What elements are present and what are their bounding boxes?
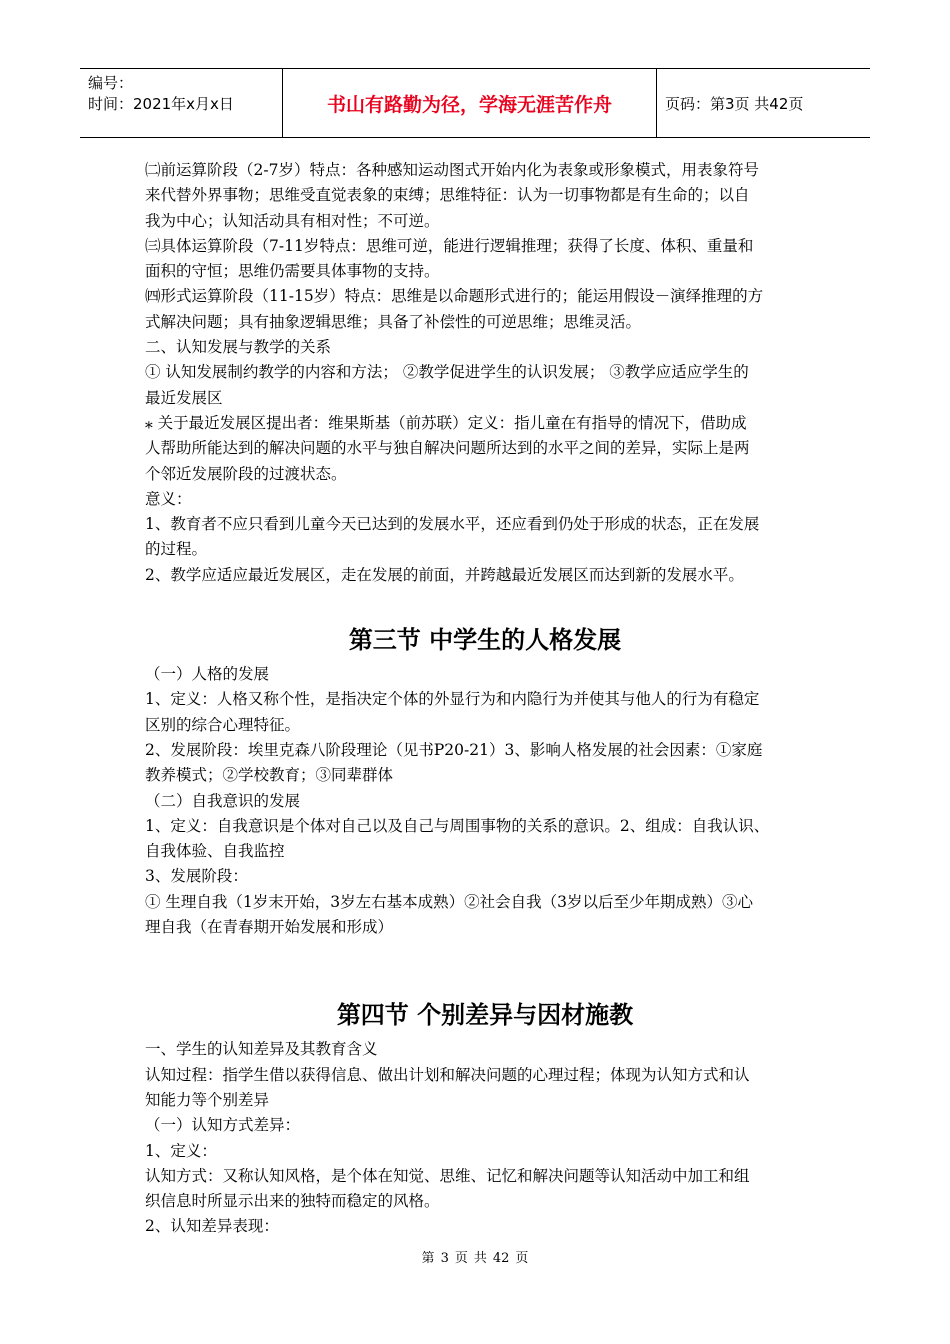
text-line: ① 认知发展制约教学的内容和方法； ②教学促进学生的认识发展； ③教学应适应学生的 (145, 363, 749, 382)
text-line: 的过程。 (145, 540, 208, 559)
section3-title: 第三节 中学生的人格发展 (348, 625, 622, 655)
text-line: 二、认知发展与教学的关系 (145, 338, 332, 357)
text-line: 一、学生的认知差异及其教育含义 (145, 1040, 378, 1059)
text-line: 理自我（在青春期开始发展和形成） (145, 918, 394, 937)
text-line: 1、定义： (145, 1141, 217, 1160)
text-line: 人帮助所能达到的解决问题的水平与独自解决问题所达到的水平之间的差异，实际上是两 (145, 439, 750, 458)
text-line: 意义： (145, 489, 192, 508)
footer-page-number: 3 (440, 1251, 449, 1266)
text-line: 个邻近发展阶段的过渡状态。 (145, 464, 347, 483)
footer-part: 第 (421, 1251, 435, 1266)
text-line: 3、发展阶段： (145, 867, 248, 886)
header-info-cell (80, 69, 282, 137)
text-line: 织信息时所显示出来的独特而稳定的风格。 (145, 1192, 440, 1211)
text-line: 知能力等个别差异 (145, 1090, 270, 1109)
text-line: ㈢具体运算阶段（7-11岁特点：思维可逆，能进行逻辑推理；获得了长度、体积、重量和 (145, 236, 754, 255)
text-line: 1、定义：人格又称个性，是指决定个体的外显行为和内隐行为并使其与他人的行为有稳定 (145, 690, 760, 709)
document-number-label: 编号： (88, 74, 134, 92)
text-line: 1、定义：自我意识是个体对自己以及自己与周围事物的关系的意识。2、组成：自我认识、 (145, 816, 770, 835)
text-line: 教养模式；②学校教育；③同辈群体 (145, 766, 394, 785)
document-time-label: 时间：2021年x月x日 (88, 95, 234, 113)
text-line: 式解决问题；具有抽象逻辑思维；具备了补偿性的可逆思维；思维灵活。 (145, 312, 642, 331)
text-line: 自我体验、自我监控 (145, 842, 285, 861)
document-body (145, 158, 825, 1240)
text-line: 2、发展阶段：埃里克森八阶段理论（见书P20-21）3、影响人格发展的社会因素：①家庭 (145, 740, 763, 759)
text-line: 1、教育者不应只看到儿童今天已达到的发展水平，还应看到仍处于形成的状态，正在发展 (145, 515, 760, 534)
header-page-label: 页码：第3页 共42页 (665, 94, 804, 113)
text-line: 2、认知差异表现： (145, 1217, 279, 1236)
header-table (80, 68, 870, 138)
header-motto: 书山有路勤为径，学海无涯苦作舟 (282, 69, 657, 137)
section4-title: 第四节 个别差异与因材施教 (336, 1000, 634, 1030)
text-line: 来代替外界事物；思维受直觉表象的束缚；思维特征：认为一切事物都是有生命的；以自 (145, 186, 750, 205)
text-line: 认知过程：指学生借以获得信息、做出计划和解决问题的心理过程；体现为认知方式和认 (145, 1065, 750, 1084)
text-line: （一）认知方式差异： (145, 1116, 301, 1135)
page-footer (0, 1247, 950, 1266)
text-line: 认知方式：又称认知风格，是个体在知觉、思维、记忆和解决问题等认知活动中加工和组 (145, 1166, 750, 1185)
text-line: 我为中心；认知活动具有相对性；不可逆。 (145, 211, 440, 230)
section2-tail (145, 158, 825, 588)
text-line: ㈣形式运算阶段（11-15岁）特点：思维是以命题形式进行的；能运用假设－演绎推理的方 (145, 287, 764, 306)
footer-part: 页 (454, 1251, 468, 1266)
text-line: 面积的守恒；思维仍需要具体事物的支持。 (145, 262, 440, 281)
section4-body (145, 1037, 825, 1239)
text-line: ⁎ 关于最近发展区提出者：维果斯基（前苏联）定义：指儿童在有指导的情况下，借助成 (145, 413, 747, 432)
footer-part: 共 (473, 1251, 487, 1266)
text-line: 最近发展区 (145, 388, 223, 407)
text-line: （二）自我意识的发展 (145, 791, 301, 810)
footer-part: 页 (515, 1251, 529, 1266)
text-line: （一）人格的发展 (145, 665, 270, 684)
text-line: ㈡前运算阶段（2-7岁）特点：各种感知运动图式开始内化为表象或形象模式，用表象符号 (145, 161, 759, 179)
text-line: 区别的综合心理特征。 (145, 715, 301, 734)
text-line: ① 生理自我（1岁末开始，3岁左右基本成熟）②社会自我（3岁以后至少年期成熟）③心 (145, 892, 754, 911)
text-line: 2、教学应适应最近发展区，走在发展的前面，并跨越最近发展区而达到新的发展水平。 (145, 565, 744, 584)
section3-body (145, 662, 825, 940)
footer-total-pages: 42 (492, 1251, 510, 1266)
